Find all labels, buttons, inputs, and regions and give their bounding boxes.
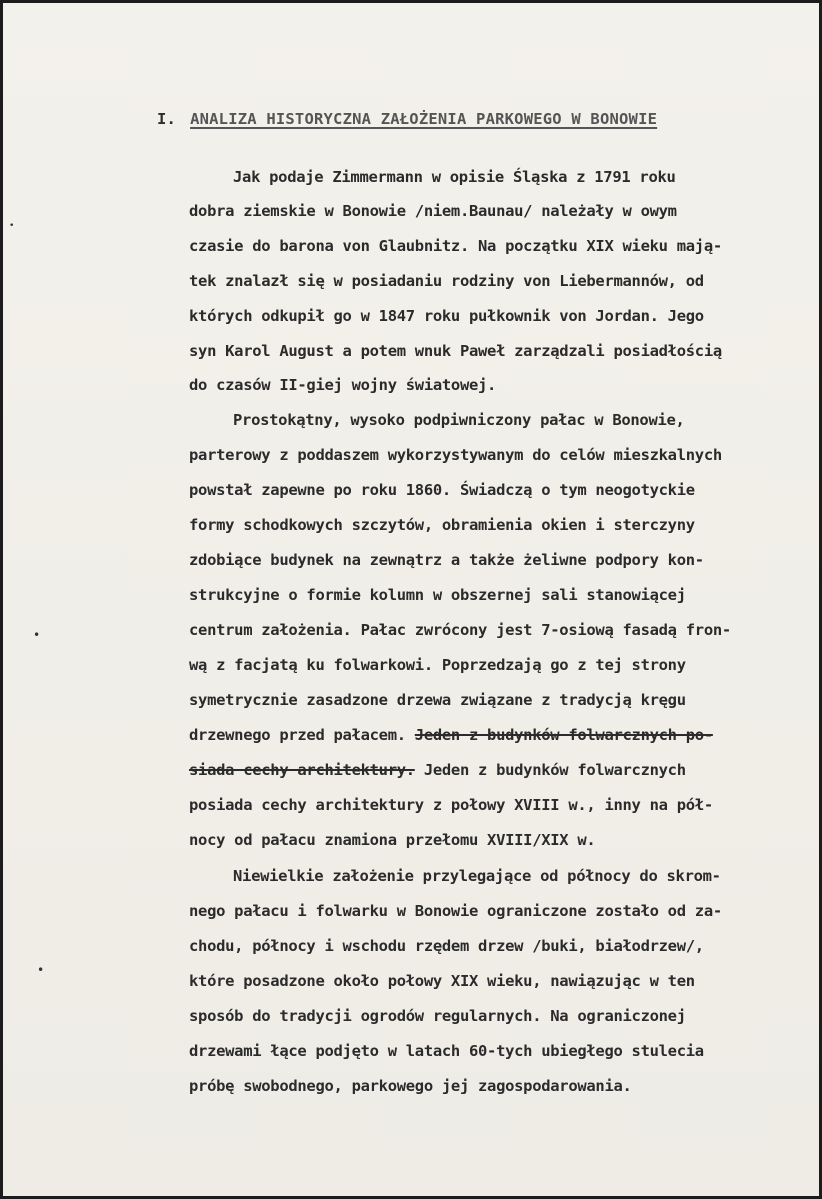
text-line: wą z facjatą ku folwarkowi. Poprzedzają go z tej strony [189, 656, 686, 674]
text-line-with-deletion [189, 725, 713, 745]
text-line: formy schodkowych szczytów, obramienia okien i sterczyny [189, 516, 695, 534]
text-segment: drzewnego przed pałacem. [189, 726, 415, 744]
text-line: Niewielkie założenie przylegające od północy do skrom- [233, 867, 721, 885]
text-line: syn Karol August a potem wnuk Paweł zarządzali posiadłością [189, 342, 722, 360]
text-line: symetrycznie zasadzone drzewa związane z tradycją kręgu [189, 691, 686, 709]
text-segment: Jeden z budynków folwarcznych [414, 761, 686, 779]
text-line: chodu, północy i wschodu rzędem drzew /buki, białodrzew/, [189, 937, 704, 955]
text-line: zdobiące budynek na zewnątrz a także żeliwne podpory kon- [189, 551, 704, 569]
text-line: tek znalazł się w posiadaniu rodziny von Liebermannów, od [189, 272, 704, 290]
text-line: Jak podaje Zimmermann w opisie Śląska z 1791 roku [233, 168, 676, 186]
text-line-with-deletion [189, 760, 686, 780]
section-heading [157, 110, 657, 128]
text-line: sposób do tradycji ogrodów regularnych. Na ograniczonej [189, 1007, 686, 1025]
section-title: ANALIZA HISTORYCZNA ZAŁOŻENIA PARKOWEGO W BONOWIE [190, 110, 658, 128]
text-line: powstał zapewne po roku 1860. Świadczą o tym neogotyckie [189, 481, 695, 499]
text-line: nocy od pałacu znamiona przełomu XVIII/XIX w. [189, 831, 596, 849]
struck-text: siada cechy architektury. [189, 761, 415, 779]
struck-text: Jeden z budynków folwarcznych po- [414, 726, 713, 744]
margin-dot-mark: • [37, 963, 45, 977]
text-line: do czasów II-giej wojny światowej. [189, 376, 497, 394]
text-line: które posadzone około połowy XIX wieku, nawiązując w ten [189, 972, 695, 990]
text-line: posiada cechy architektury z połowy XVIII w., inny na pół- [189, 796, 713, 814]
margin-dot-mark: • [33, 628, 41, 642]
text-line: centrum założenia. Pałac zwrócony jest 7-osiową fasadą fron- [189, 621, 731, 639]
text-line: Prostokątny, wysoko podpiwniczony pałac w Bonowie, [233, 411, 685, 429]
text-line: czasie do barona von Glaubnitz. Na początku XIX wieku mają- [189, 237, 722, 255]
text-line: drzewami łące podjęto w latach 60-tych ubiegłego stulecia [189, 1042, 704, 1060]
section-number: I. [157, 110, 177, 128]
text-line: próbę swobodnego, parkowego jej zagospodarowania. [189, 1077, 632, 1095]
text-line: parterowy z poddaszem wykorzystywanym do celów mieszkalnych [189, 446, 722, 464]
text-line: nego pałacu i folwarku w Bonowie ograniczone zostało od za- [189, 902, 722, 920]
text-line: dobra ziemskie w Bonowie /niem.Baunau/ należały w owym [189, 202, 677, 220]
text-line: których odkupił go w 1847 roku pułkownik von Jordan. Jego [189, 307, 704, 325]
margin-dot-mark: • [9, 221, 15, 231]
text-line: strukcyjne o formie kolumn w obszernej sali stanowiącej [189, 586, 686, 604]
